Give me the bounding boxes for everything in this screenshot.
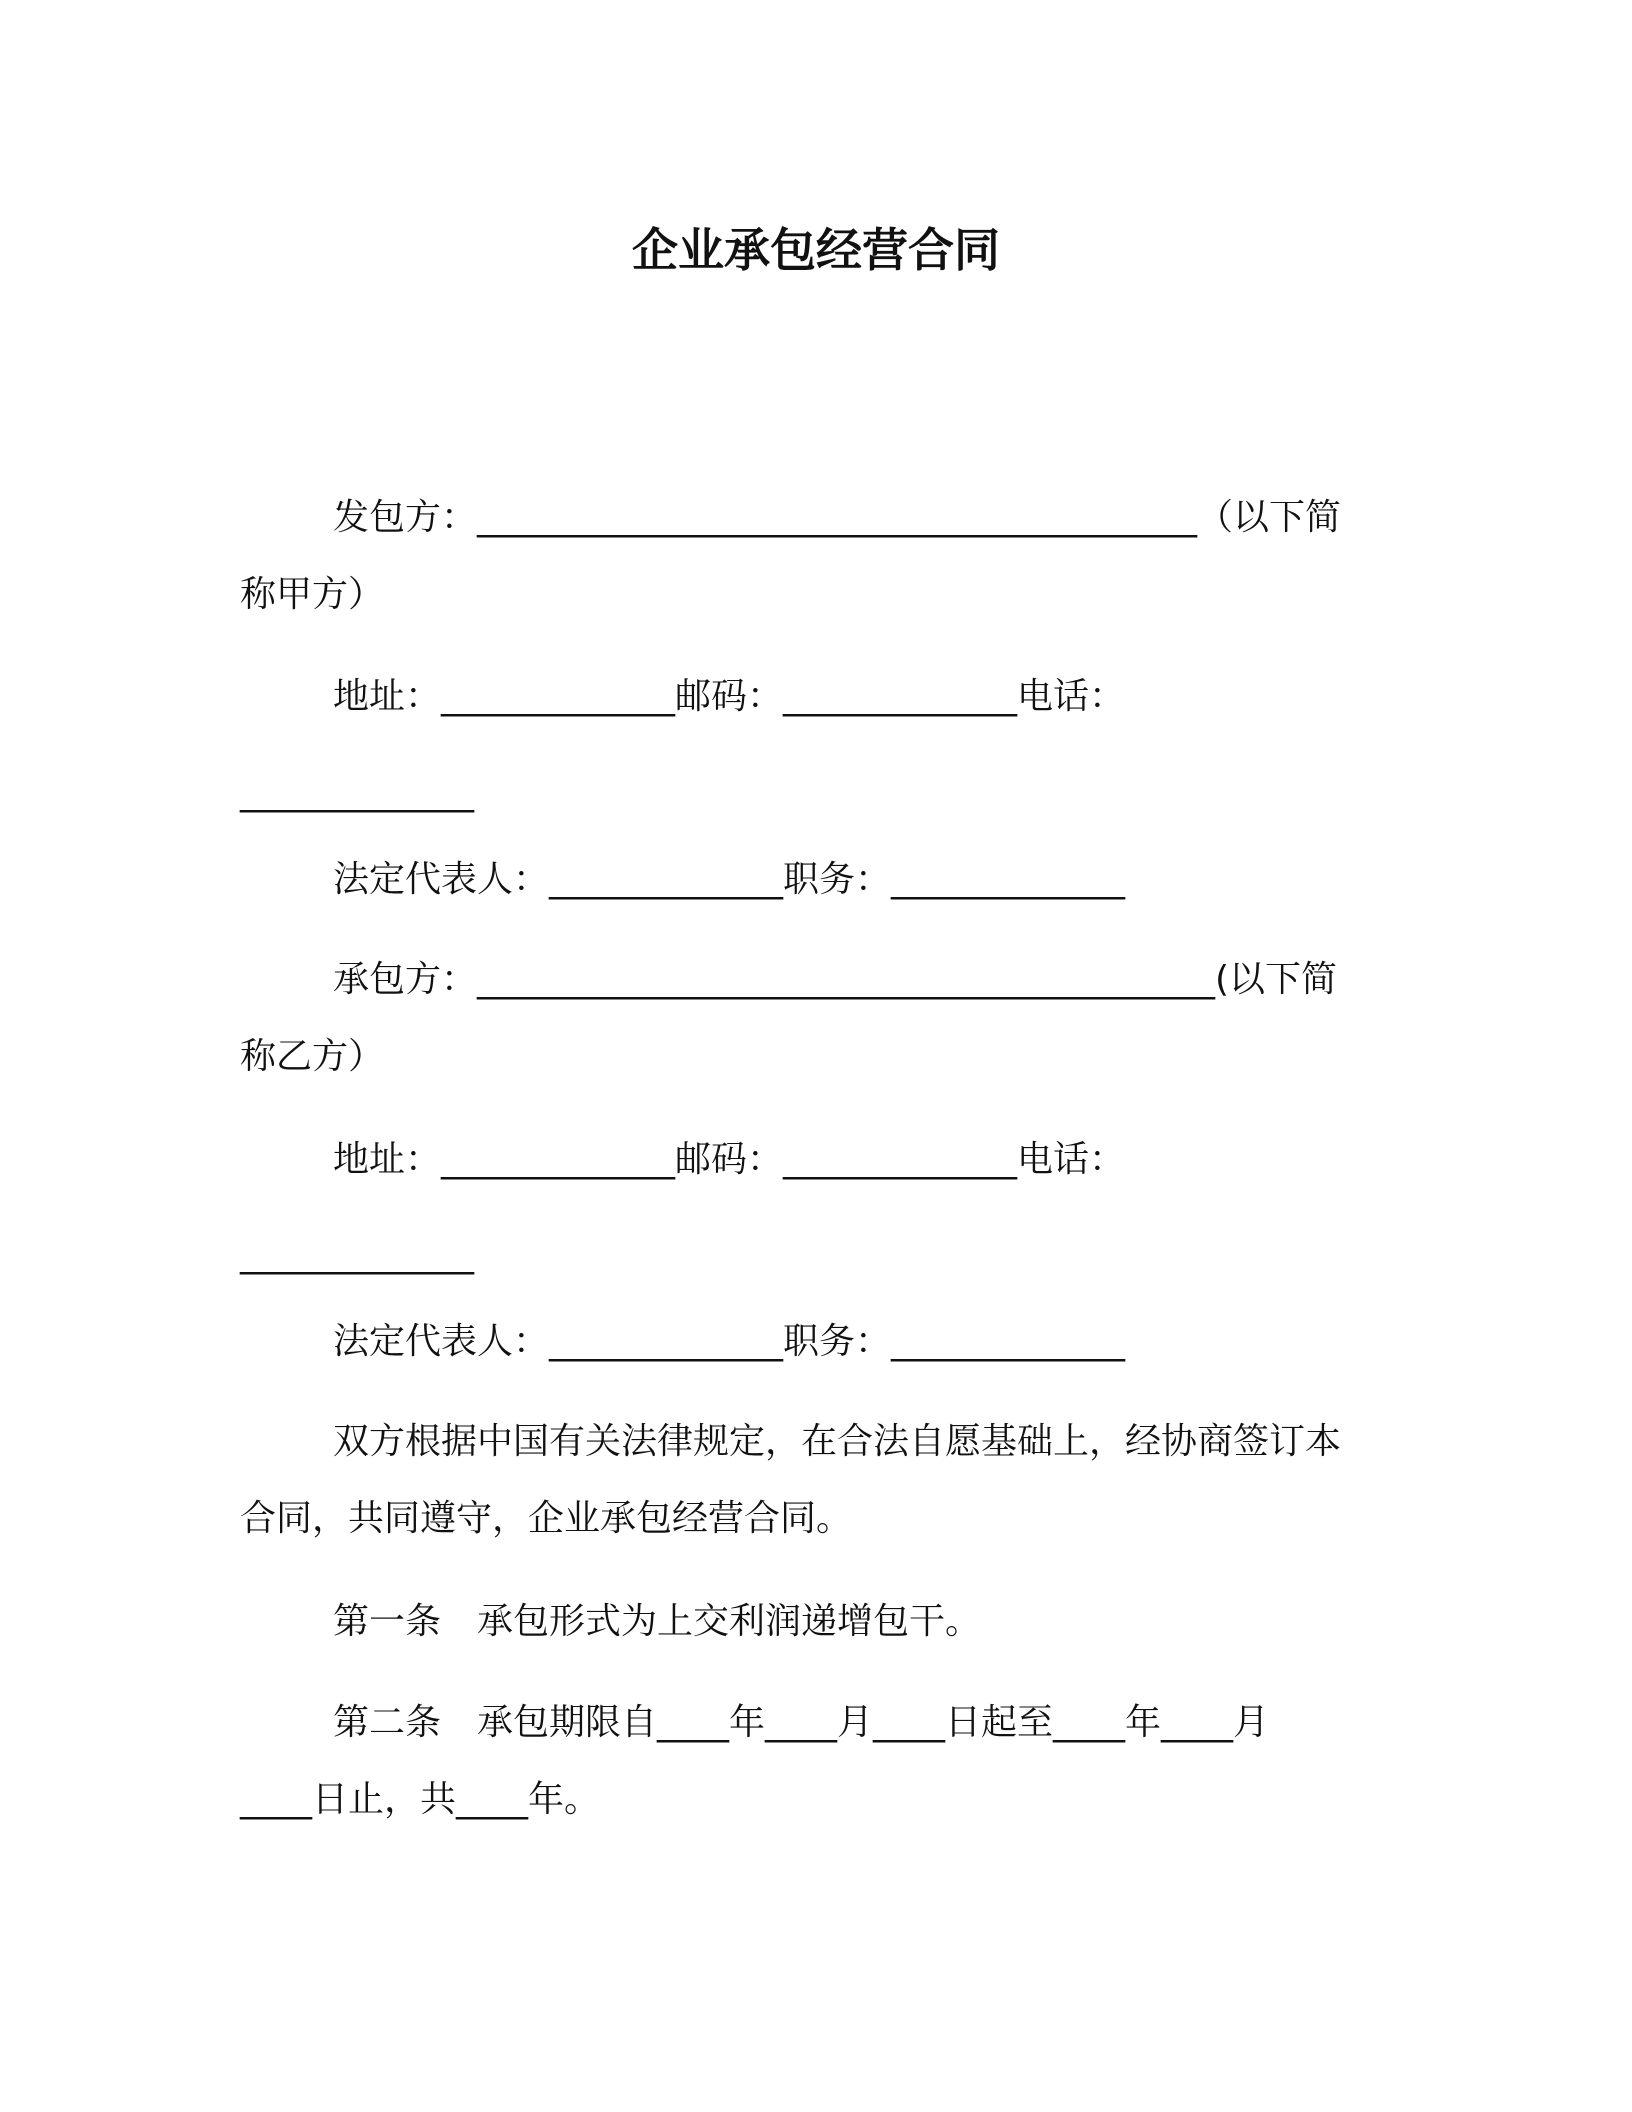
preamble-line-1: 双方根据中国有关法律规定，在合法自愿基础上，经协商签订本 [333, 1421, 1342, 1462]
party-a-representative-line: 法定代表人：_____________职务：_____________ [333, 859, 1126, 900]
party-a-address-line: 地址：_____________邮码：_____________电话： [333, 676, 1126, 717]
article-1-label: 第一条 [333, 1601, 442, 1642]
party-b-phone-blank: _____________ [240, 1234, 474, 1275]
party-b-address-line: 地址：_____________邮码：_____________电话： [333, 1139, 1126, 1180]
contractor-party-line-cont: 称甲方） [240, 574, 385, 615]
party-a-phone-blank: _____________ [240, 772, 474, 813]
document-title: 企业承包经营合同 [632, 223, 1000, 277]
preamble-line-2: 合同，共同遵守，企业承包经营合同。 [240, 1498, 853, 1539]
article-2 [333, 1698, 1269, 1748]
party-b-representative-line: 法定代表人：_____________职务：_____________ [333, 1321, 1126, 1362]
article-2-text: 承包期限自____年____月____日起至____年____月 [477, 1702, 1270, 1743]
contractor-party-line: 发包方：________________________________________（以下简 [333, 497, 1342, 538]
contractee-party-line: 承包方：_________________________________________(以下简 [333, 959, 1338, 1000]
article-1-text: 承包形式为上交利润递增包干。 [477, 1601, 982, 1642]
article-2-line-2: ____日止，共____年。 [240, 1779, 601, 1820]
article-2-label: 第二条 [333, 1702, 442, 1743]
contractee-party-line-cont: 称乙方） [240, 1036, 385, 1077]
article-1 [333, 1597, 981, 1647]
